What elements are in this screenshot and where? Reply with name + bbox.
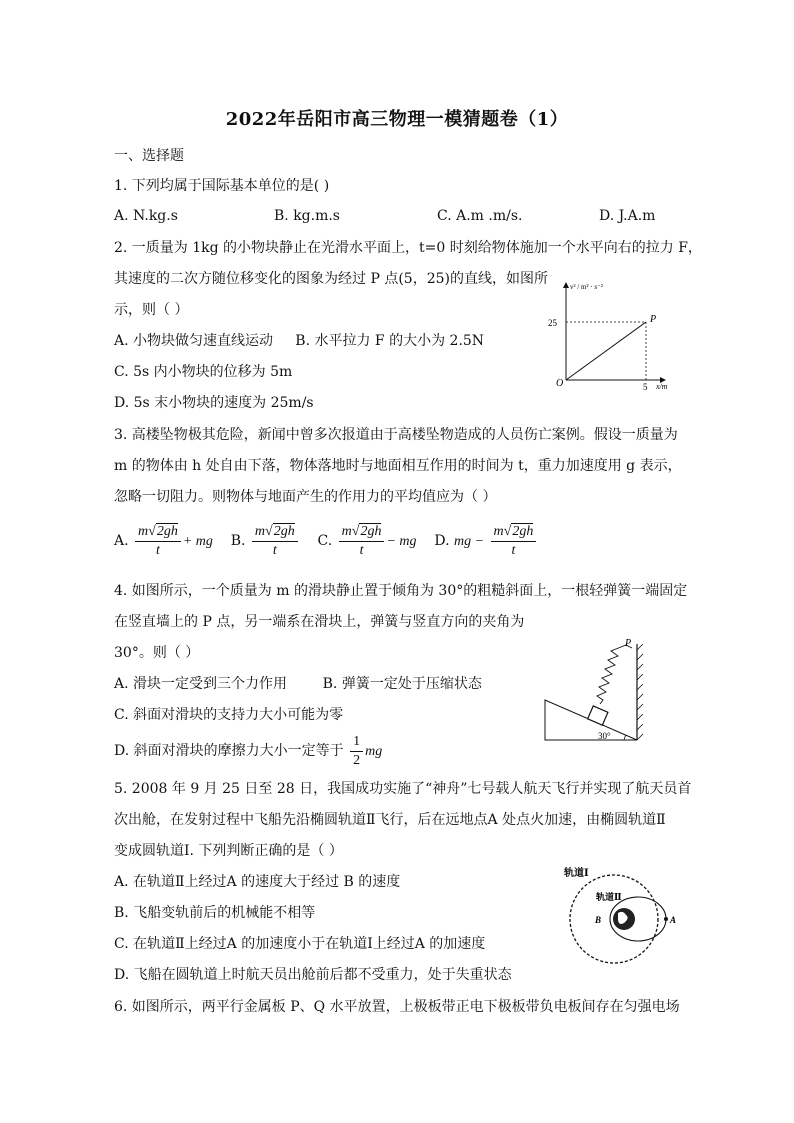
q3-option-b <box>230 523 304 558</box>
q3-option-d-fraction: $\frac{m√2gh}{t}$ <box>491 523 537 560</box>
q3-option-a-label: A. <box>114 533 129 549</box>
q5-stem-line3: 变成圆轨道Ⅰ. 下列判断正确的是（ ） <box>114 843 343 859</box>
q1-option-c: C. A.m .m/s. <box>437 208 523 224</box>
q1-options <box>114 206 674 226</box>
q3-d-t: t <box>511 542 516 558</box>
q6-stem-line1: 6. 如图所示，两平行金属板 P、Q 水平放置，上极板带正电下极板带负电板间存在匀强电场 <box>114 999 680 1015</box>
q3-a-t: t <box>155 542 160 558</box>
q1-stem: 1. 下列均属于国际基本单位的是( ) <box>114 178 330 194</box>
q5-orbit-2-label: 轨道Ⅱ <box>596 892 622 902</box>
q5-orbit-1-label: 轨道Ⅰ <box>564 868 589 879</box>
q3-options <box>114 522 538 564</box>
q3-b-radicand: 2gh <box>273 523 295 539</box>
q4-option-d-fraction <box>350 733 363 770</box>
q3-option-a-fraction: $\frac{m√2gh}{t}$ <box>135 523 181 560</box>
q1-option-d: D. J.A.m <box>599 208 656 224</box>
q4-point-p: P <box>625 638 632 649</box>
q4-option-b: B. 弹簧一定处于压缩状态 <box>322 676 482 692</box>
q3-stem-line3: 忽略一切阻力。则物体与地面产生的作用力的平均值应为（ ） <box>114 489 497 505</box>
q5-option-c: C. 在轨道Ⅱ上经过A 的加速度小于在轨道Ⅰ上经过A 的加速度 <box>114 936 486 952</box>
q3-stem-line2: m 的物体由 h 处自由下落，物体落地时与地面相互作用的时间为 t，重力加速度用 g 表示， <box>114 458 682 474</box>
q4-d-mg: mg <box>365 744 383 759</box>
q4-wall-hatch <box>637 644 643 740</box>
q4-option-a: A. 滑块一定受到三个力作用 <box>114 676 288 692</box>
q3-option-d <box>434 523 538 558</box>
q5-option-a: A. 在轨道Ⅱ上经过A 的速度大于经过 B 的速度 <box>114 874 401 890</box>
q4-d-numerator: 1 <box>350 733 363 752</box>
q4-figure <box>540 636 665 746</box>
q4-spring <box>597 645 632 704</box>
q5-point-a: A <box>670 915 677 925</box>
q2-origin: O <box>556 378 564 389</box>
q2-y-arrow <box>563 282 569 288</box>
q3-c-radicand: 2gh <box>360 523 382 539</box>
q2-x-label: x/m <box>656 382 668 390</box>
q2-stem-line2: 其速度的二次方随位移变化的图象为经过 P 点(5，25)的直线，如图所 <box>114 271 548 287</box>
q3-b-t: t <box>272 542 277 558</box>
q3-d-mg-minus: mg − <box>453 534 485 549</box>
q2-option-b: B. 水平拉力 F 的大小为 2.5N <box>295 333 485 349</box>
q4-stem-line2: 在竖直墙上的 P 点，另一端系在滑块上，弹簧与竖直方向的夹角为 <box>114 614 525 630</box>
q2-point-p: P <box>650 314 657 325</box>
q5-option-b: B. 飞船变轨前后的机械能不相等 <box>114 905 316 921</box>
q3-option-c <box>317 523 421 558</box>
q3-option-c-label: C. <box>317 533 333 549</box>
q2-graph <box>548 280 678 390</box>
q2-stem-line1: 2. 一质量为 1kg 的小物块静止在光滑水平面上，t=0 时刻给物体施加一个水平向右的拉力 F， <box>114 240 702 256</box>
q2-line <box>566 322 646 380</box>
q3-c-m: m <box>341 523 352 539</box>
q2-y-tick: 25 <box>548 318 557 328</box>
q4-d-denominator: 2 <box>353 752 361 768</box>
exam-title: 2022年岳阳市高三物理一模猜题卷（1） <box>225 109 569 130</box>
q3-b-m: m <box>254 523 266 539</box>
q3-option-b-fraction: $\frac{m√2gh}{t}$ <box>252 523 298 560</box>
q5-point-a-dot <box>664 917 668 921</box>
q3-option-b-label: B. <box>230 533 246 549</box>
q5-figure <box>560 866 685 966</box>
q1-option-b: B. kg.m.s <box>274 208 340 224</box>
q3-c-minus-mg: − mg <box>386 534 417 549</box>
q3-option-d-label: D. <box>434 533 450 549</box>
q4-option-d-text: D. 斜面对滑块的摩擦力大小一定等于 <box>114 743 344 759</box>
q3-d-radicand: 2gh <box>512 523 534 539</box>
q3-a-radicand: 2gh <box>156 523 178 539</box>
q5-stem-line2: 次出舱，在发射过程中飞船先沿椭圆轨道Ⅱ飞行，后在远地点A 处点火加速，由椭圆轨道Ⅱ <box>114 812 666 828</box>
q4-option-d <box>114 732 382 771</box>
q3-d-m: m <box>493 523 504 539</box>
q2-option-c: C. 5s 内小物块的位移为 5m <box>114 364 293 380</box>
q4-option-c: C. 斜面对滑块的支持力大小可能为零 <box>114 707 344 723</box>
q3-c-t: t <box>359 542 364 558</box>
q2-stem-line3: 示，则（ ） <box>114 302 189 318</box>
q4-stem-line1: 4. 如图所示，一个质量为 m 的滑块静止置于倾角为 30°的粗糙斜面上，一根轻弹簧一端固定 <box>114 583 688 599</box>
q4-stem-line3: 30°。则（ ） <box>114 645 200 661</box>
section-heading: 一、选择题 <box>114 148 184 164</box>
q3-option-c-fraction: $\frac{m√2gh}{t}$ <box>339 523 385 560</box>
q1-option-a: A. N.kg.s <box>114 208 178 224</box>
q3-a-plus-mg: + mg <box>182 534 213 549</box>
q2-option-a: A. 小物块做匀速直线运动 <box>114 333 274 349</box>
q2-x-tick: 5 <box>643 382 648 390</box>
q3-option-a <box>114 523 217 558</box>
q3-stem-line1: 3. 高楼坠物极其危险，新闻中曾多次报道由于高楼坠物造成的人员伤亡案例。假设一质量为 <box>114 427 678 443</box>
q4-angle-label: 30° <box>598 731 611 741</box>
q5-point-b: B <box>595 915 602 925</box>
q4-options-ab <box>114 674 482 694</box>
q2-option-d: D. 5s 末小物块的速度为 25m/s <box>114 395 314 411</box>
q3-a-m: m <box>138 523 149 539</box>
q5-option-d: D. 飞船在圆轨道上时航天员出舱前后都不受重力，处于失重状态 <box>114 967 512 983</box>
q2-y-label: v² / m² · s⁻² <box>570 283 603 291</box>
q2-options-ab <box>114 331 484 351</box>
q5-stem-line1: 5. 2008 年 9 月 25 日至 28 日，我国成功实施了“神舟”七号载人航天飞行并实现了航天员首 <box>114 781 692 797</box>
